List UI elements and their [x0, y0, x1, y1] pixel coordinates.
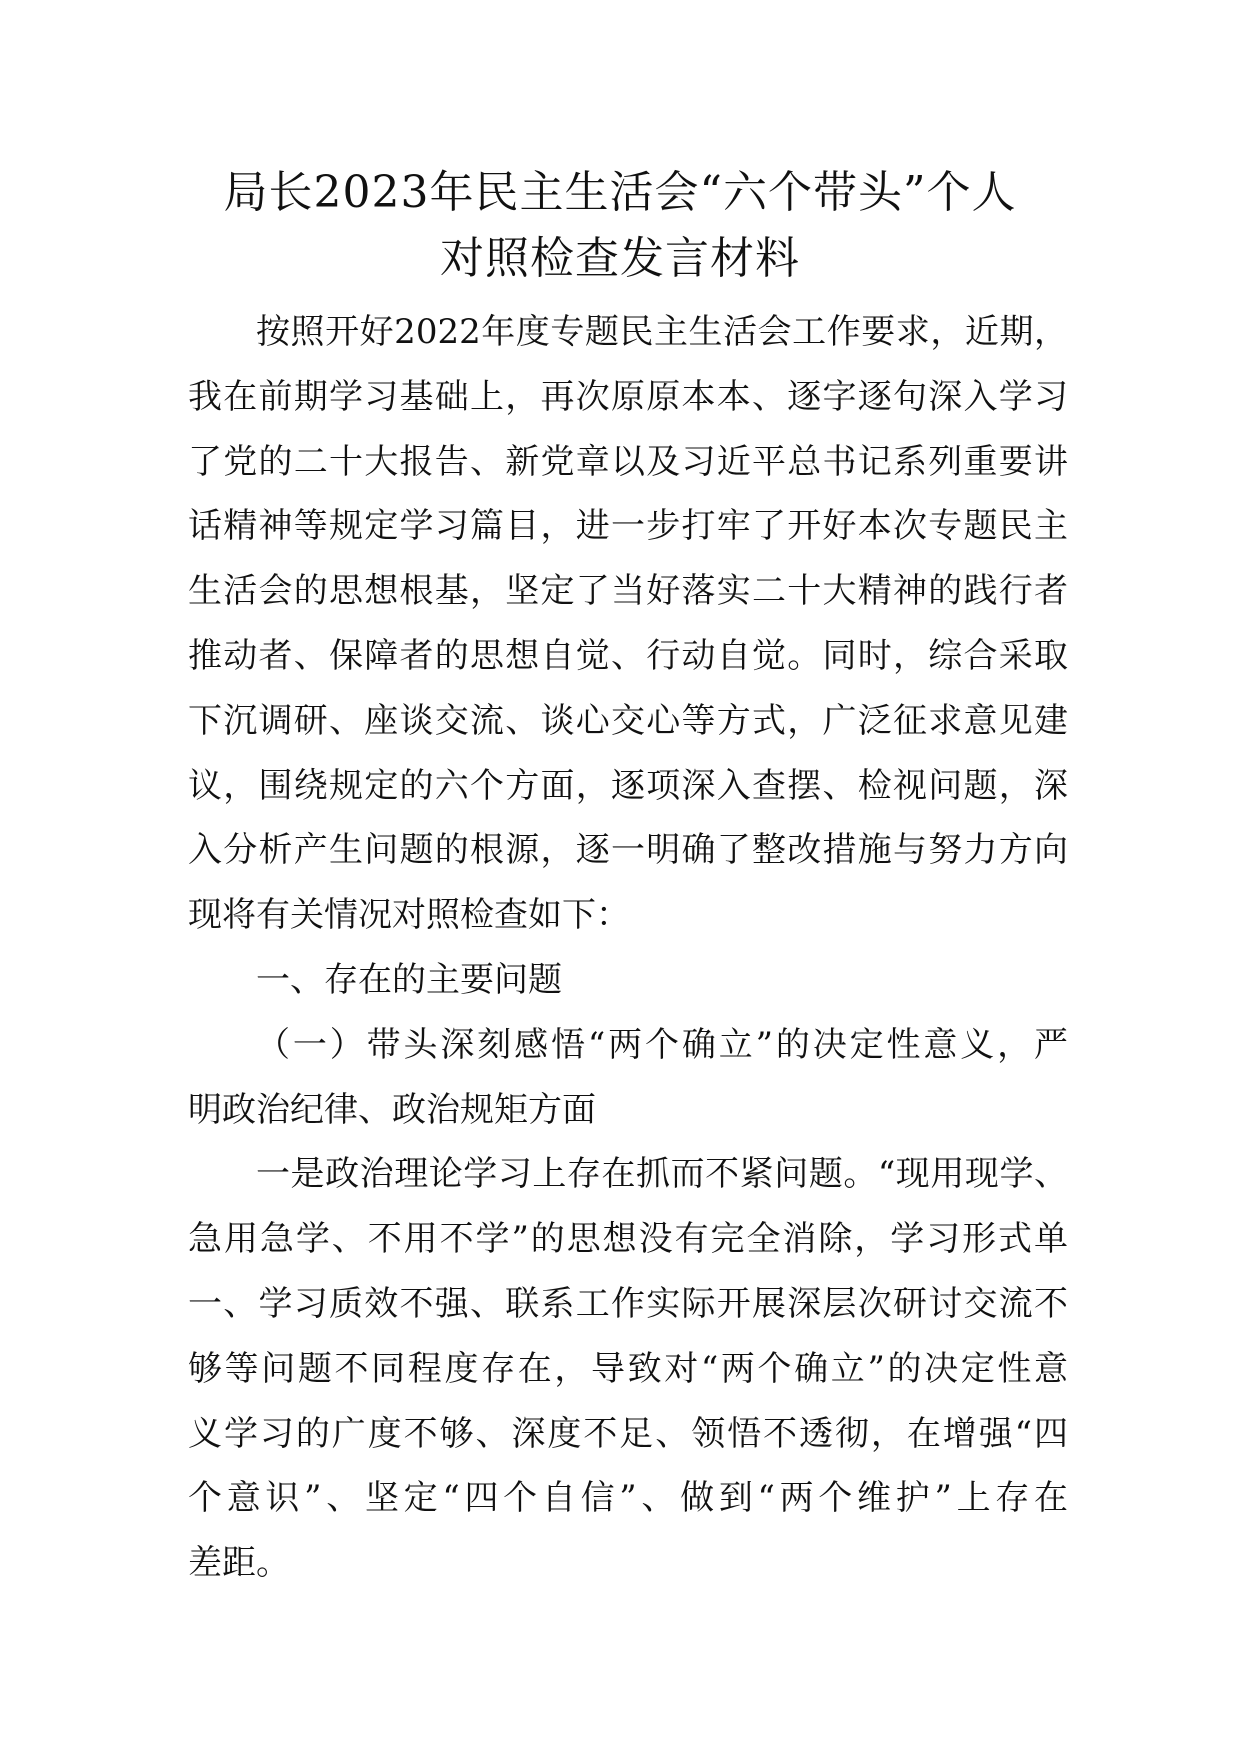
body-line: 义学习的广度不够、深度不足、领悟不透彻，在增强“四 [188, 1413, 1068, 1454]
body-line: 够等问题不同程度存在，导致对“两个确立”的决定性意 [188, 1348, 1068, 1389]
document-title [150, 160, 1090, 292]
body-line: 议，围绕规定的六个方面，逐项深入查摆、检视问题，深 [188, 765, 1068, 806]
body-line: 推动者、保障者的思想自觉、行动自觉。同时，综合采取 [188, 635, 1068, 676]
body-line: 一是政治理论学习上存在抓而不紧问题。“现用现学、 [256, 1154, 1068, 1195]
body-line: 入分析产生问题的根源，逐一明确了整改措施与努力方向 [188, 830, 1068, 871]
body-line: 急用急学、不用不学”的思想没有完全消除，学习形式单 [188, 1219, 1068, 1260]
title-line-2: 对照检查发言材料 [440, 233, 800, 284]
title-line-1: 局长2023年民主生活会“六个带头”个人 [223, 167, 1017, 218]
body-line: （一）带头深刻感悟“两个确立”的决定性意义，严 [256, 1024, 1068, 1065]
body-line: 话精神等规定学习篇目，进一步打牢了开好本次专题民主 [188, 506, 1068, 547]
body-line: 差距。 [188, 1543, 290, 1584]
body-line: 按照开好2022年度专题民主生活会工作要求，近期， [256, 312, 1068, 352]
body-line: 下沉调研、座谈交流、谈心交心等方式，广泛征求意见建 [188, 700, 1068, 741]
body-line: 个意识”、坚定“四个自信”、做到“两个维护”上存在 [188, 1478, 1068, 1519]
body-line: 一、存在的主要问题 [256, 959, 562, 1000]
body-line: 生活会的思想根基，坚定了当好落实二十大精神的践行者 [188, 571, 1068, 612]
body-line: 明政治纪律、政治规矩方面 [188, 1089, 596, 1130]
body-line: 现将有关情况对照检查如下： [188, 895, 630, 936]
document-body [188, 300, 1068, 1596]
body-line: 我在前期学习基础上，再次原原本本、逐字逐句深入学习 [188, 376, 1068, 417]
body-line: 一、学习质效不强、联系工作实际开展深层次研讨交流不 [188, 1283, 1068, 1324]
body-line: 了党的二十大报告、新党章以及习近平总书记系列重要讲 [188, 441, 1068, 482]
